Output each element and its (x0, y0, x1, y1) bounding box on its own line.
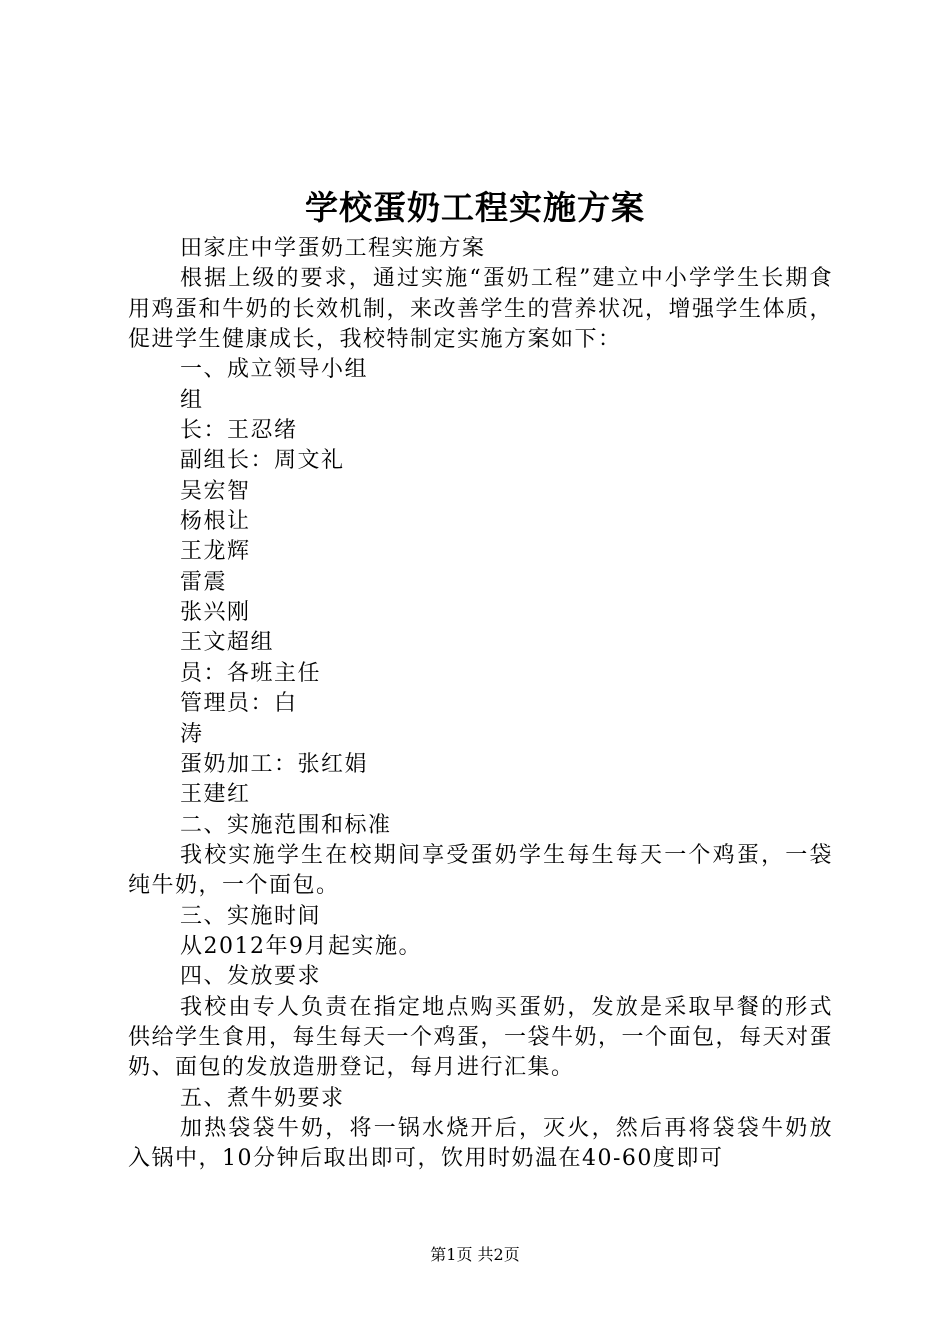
paragraph-scope: 我校实施学生在校期间享受蛋奶学生每生每天一个鸡蛋，一袋纯牛奶，一个面包。 (128, 842, 833, 899)
document-body (128, 234, 833, 1175)
paragraph-line: 张兴刚 (180, 600, 251, 626)
paragraph-line: 王建红 (180, 782, 251, 808)
paragraph-line: 吴宏智 (180, 478, 251, 504)
paragraph-line: 王文超组 (180, 630, 275, 656)
paragraph-milk: 加热袋袋牛奶，将一锅水烧开后，灭火，然后再将袋袋牛奶放入锅中，10分钟后取出即可，饮用时奶温在40-60度即可 (128, 1115, 833, 1172)
section-heading-leadership: 一、成立领导小组 (180, 357, 369, 383)
paragraph-line: 员：各班主任 (180, 660, 322, 686)
section-heading-scope: 二、实施范围和标准 (180, 812, 392, 838)
paragraph-line: 副组长：周文礼 (180, 448, 345, 474)
paragraph-line: 长：王忍绪 (180, 418, 298, 444)
paragraph-line: 雷震 (180, 569, 228, 595)
section-heading-milk: 五、煮牛奶要求 (180, 1085, 345, 1111)
paragraph-line: 组 (180, 387, 204, 413)
paragraph-line: 王龙辉 (180, 539, 251, 565)
paragraph-time: 从2012年9月起实施。 (180, 933, 422, 959)
paragraph-line: 涛 (180, 721, 204, 747)
paragraph-intro: 根据上级的要求，通过实施“蛋奶工程”建立中小学学生长期食用鸡蛋和牛奶的长效机制，来改善学生的营养状况，增强学生体质，促进学生健康成长，我校特制定实施方案如下： (128, 266, 834, 353)
paragraph-subtitle: 田家庄中学蛋奶工程实施方案 (180, 236, 486, 261)
paragraph-line: 蛋奶加工：张红娟 (180, 751, 369, 777)
paragraph-line: 杨根让 (180, 509, 251, 535)
paragraph-line: 管理员：白 (180, 691, 298, 717)
paragraph-distribution: 我校由专人负责在指定地点购买蛋奶，发放是采取早餐的形式供给学生食用，每生每天一个鸡蛋，一袋牛奶，一个面包，每天对蛋奶、面包的发放造册登记，每月进行汇集。 (128, 994, 834, 1081)
document-title: 学校蛋奶工程实施方案 (305, 188, 645, 227)
section-heading-time: 三、实施时间 (180, 903, 322, 929)
section-heading-distribution: 四、发放要求 (180, 964, 322, 990)
page-footer: 第1页 共2页 (430, 1245, 520, 1264)
